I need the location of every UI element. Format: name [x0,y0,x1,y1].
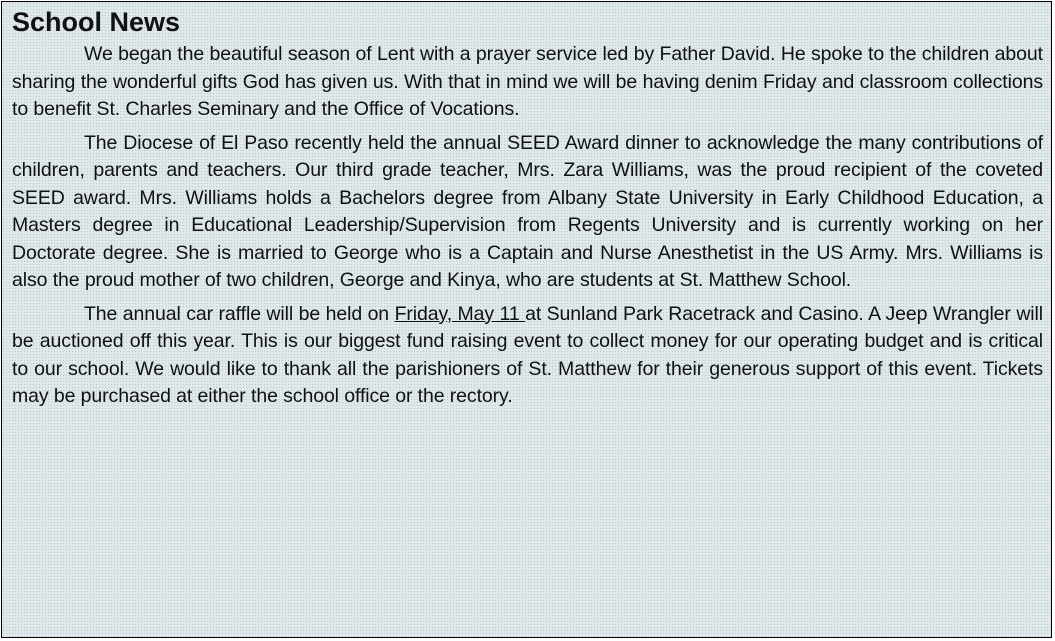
raffle-text-start: The annual car raffle will be held on [84,302,395,325]
school-news-panel [1,1,1052,638]
section-title: School News [12,7,181,37]
paragraph-seed-award: The Diocese of El Paso recently held the annual SEED Award dinner to acknowledge the many contributions of children, parents and teachers. Our third grade teacher, Mrs. Zara Williams, was the proud recipient of the coveted SEED award. Mrs. Williams holds a Bachelors degree from Albany State University in Early Childhood Education, a Masters degree in Educational Leadership/Supervision from Regents University and is currently working on her Doctorate degree. She is married to George who is a Captain and Nurse Anesthetist in the US Army. Mrs. Williams is also the proud mother of two children, George and Kinya, who are students at St. Matthew School. [12,131,1043,291]
raffle-text-end: at Sunland Park Racetrack and Casino. A Jeep Wrangler will be auctioned off this year. This is our biggest fund raising event to collect money for our operating budget and is critical to our school. We would like to thank all the parishioners of St. Matthew for their generous support of this event. Tickets may be purchased at either the school office or the rectory. [12,302,1043,407]
paragraph-car-raffle [12,301,1043,411]
paragraph-lent: We began the beautiful season of Lent with a prayer service led by Father David. He spoke to the children about sharing the wonderful gifts God has given us. With that in mind we will be having denim Friday and classroom collections to benefit St. Charles Seminary and the Office of Vocations. [12,43,1043,120]
raffle-date: Friday, May 11 [394,302,526,325]
